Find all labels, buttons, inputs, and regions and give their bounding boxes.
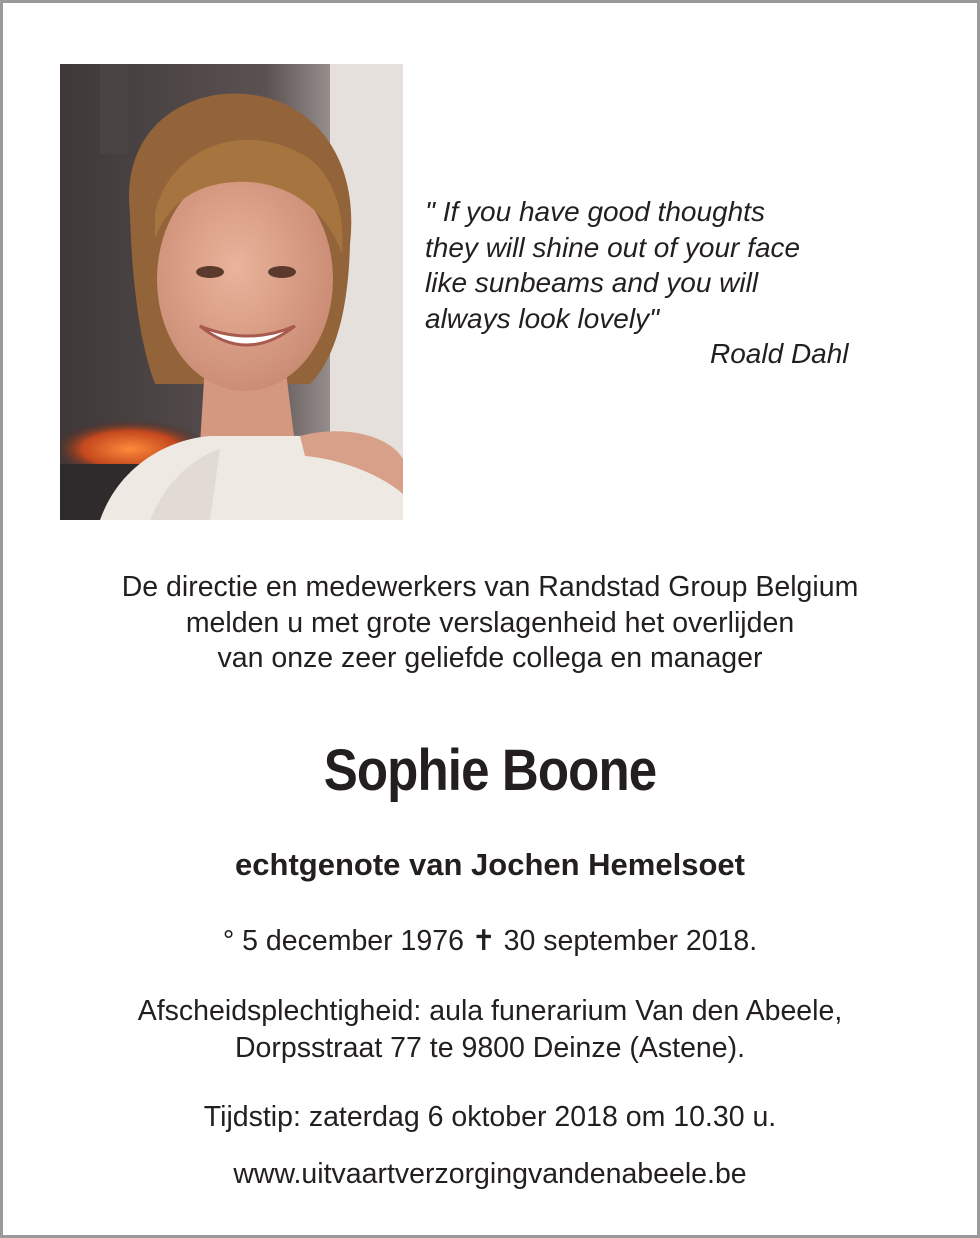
quote-author: Roald Dahl xyxy=(710,338,849,369)
birth-death-dates: ° 5 december 1976 ✝ 30 september 2018. xyxy=(222,925,758,957)
quote-line: they will shine out of your face xyxy=(425,231,801,263)
announcement-line: De directie en medewerkers van Randstad Group Belgium xyxy=(121,571,859,603)
announcement-line: van onze zeer geliefde collega en manager xyxy=(217,642,763,674)
ceremony-location xyxy=(3,993,977,1067)
portrait-photo xyxy=(60,64,403,520)
announcement-text xyxy=(3,570,977,677)
quote-block xyxy=(425,194,895,372)
quote-line: like sunbeams and you will xyxy=(425,267,759,298)
ceremony-line: Dorpsstraat 77 te 9800 Deinze (Astene). xyxy=(234,1032,746,1064)
announcement-line: melden u met grote verslagenheid het overlijden xyxy=(185,606,795,639)
portrait-illustration xyxy=(60,64,403,520)
quote-line: always look lovely" xyxy=(425,302,660,334)
spouse-line: echtgenote van Jochen Hemelsoet xyxy=(235,847,745,882)
ceremony-line: Afscheidsplechtigheid: aula funerarium Van den Abeele, xyxy=(137,995,843,1027)
deceased-name: Sophie Boone xyxy=(323,738,657,803)
quote-line: " If you have good thoughts xyxy=(425,196,765,227)
ceremony-time: Tijdstip: zaterdag 6 oktober 2018 om 10.30 u. xyxy=(203,1101,777,1133)
website-link[interactable]: www.uitvaartverzorgingvandenabeele.be xyxy=(233,1158,747,1190)
